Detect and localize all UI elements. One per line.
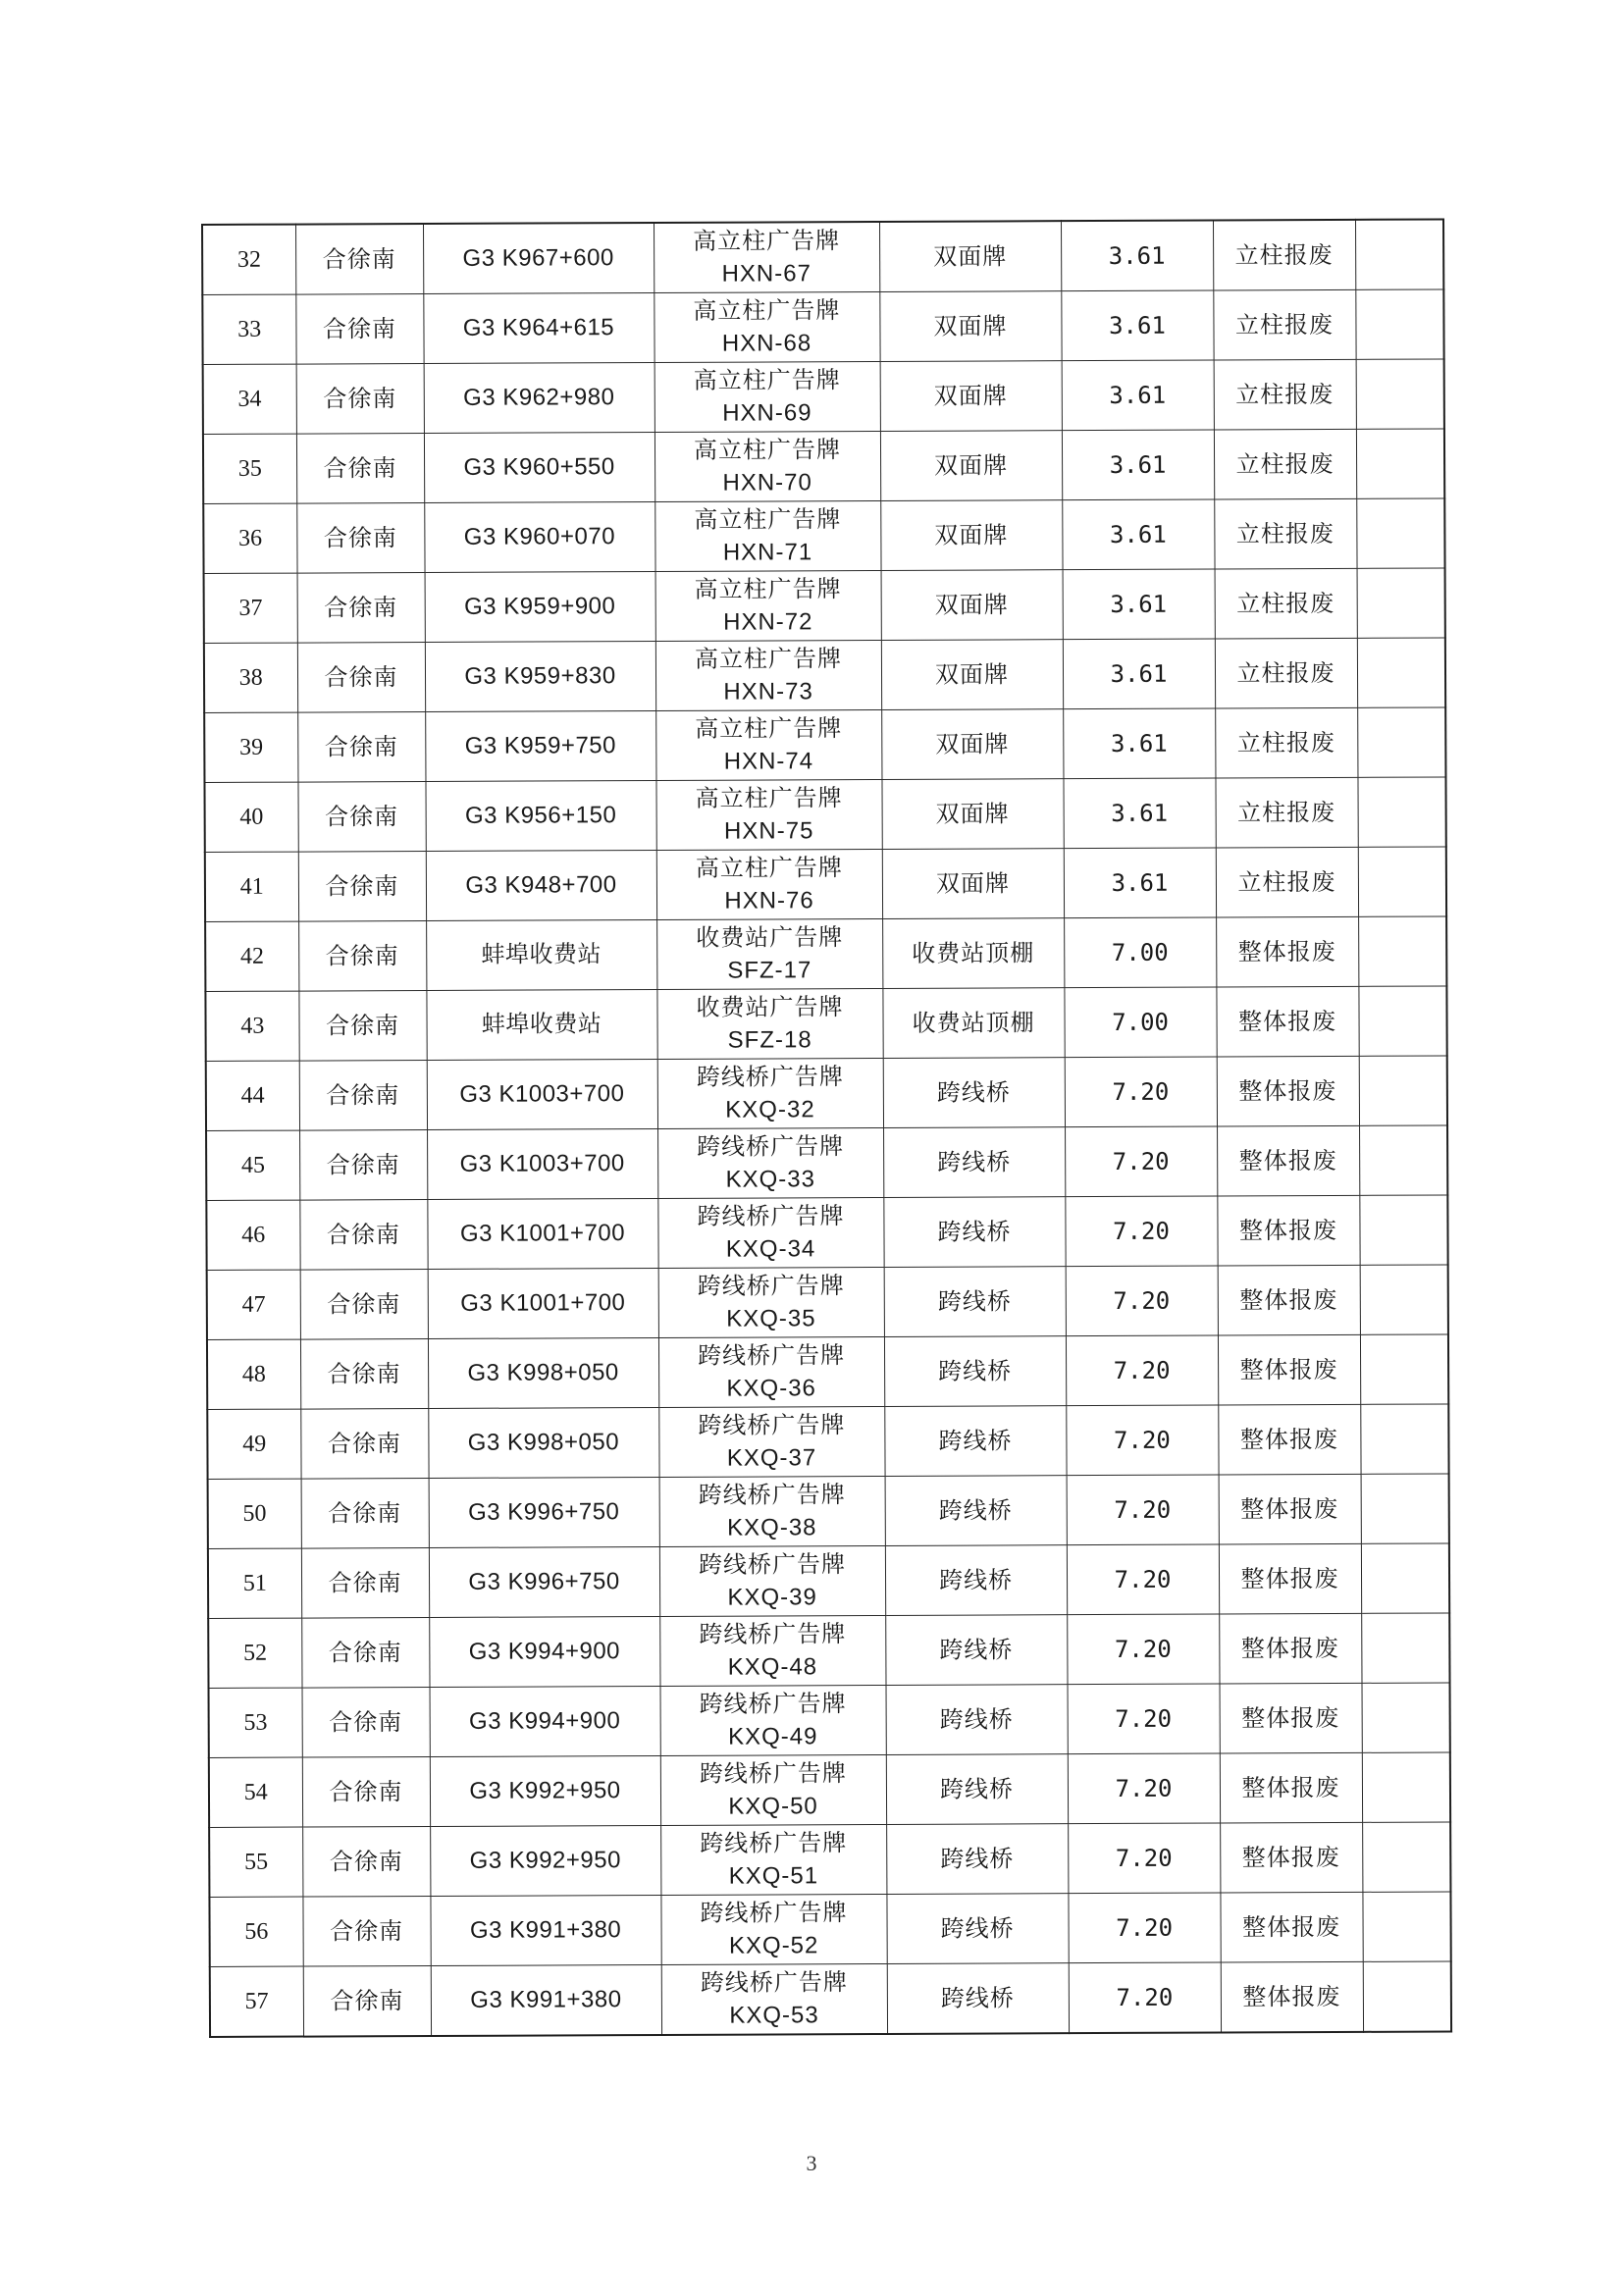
disposal-cell: 整体报废 [1221,1961,1363,2032]
blank-cell [1357,777,1445,847]
row-number-cell: 47 [207,1270,300,1339]
table-row [202,219,1443,294]
table-row [205,847,1446,922]
row-number-cell: 33 [202,294,295,364]
location-cell: G3 K996+750 [429,1477,659,1547]
table-row [204,777,1445,853]
billboard-type-text: 跨线桥广告牌 [698,1411,846,1439]
section-cell: 合徐南 [302,1826,430,1897]
disposal-cell: 整体报废 [1217,1125,1359,1196]
billboard-name-cell [657,1127,883,1198]
section-cell: 合徐南 [297,643,425,713]
disposal-cell: 整体报废 [1219,1543,1361,1614]
billboard-name-cell [660,1754,886,1825]
disposal-cell: 整体报废 [1217,1056,1359,1126]
billboard-type-text: 高立柱广告牌 [693,227,841,255]
location-cell: G3 K994+900 [430,1686,660,1756]
billboard-type-text: 跨线桥广告牌 [697,1132,845,1161]
billboard-type-text: 跨线桥广告牌 [697,1272,845,1300]
row-number-cell: 54 [209,1757,302,1827]
disposal-cell: 整体报废 [1218,1265,1360,1335]
section-cell: 合徐南 [295,294,423,365]
billboard-name-cell [659,1615,885,1686]
board-form-cell: 跨线桥 [886,1685,1068,1755]
disposal-cell: 整体报废 [1216,986,1358,1057]
billboard-type-text: 跨线桥广告牌 [698,1550,847,1579]
billboard-type-text: 高立柱广告牌 [694,645,843,673]
value-cell: 3.61 [1063,639,1215,709]
value-cell: 3.61 [1061,290,1213,361]
table-row [210,1961,1451,2037]
billboard-type-text: 高立柱广告牌 [694,575,842,603]
disposal-cell: 整体报废 [1217,1195,1359,1266]
location-cell: G3 K991+380 [430,1895,660,1965]
value-cell: 3.61 [1062,430,1214,500]
location-cell: G3 K959+830 [425,641,655,711]
billboard-code-text: HXN-69 [722,399,812,427]
table-row [203,498,1444,574]
row-number-cell: 41 [205,852,298,921]
billboard-name-cell [658,1336,884,1407]
disposal-cell: 立柱报废 [1215,707,1357,778]
row-number-cell: 48 [207,1339,300,1409]
location-cell: G3 K996+750 [429,1546,659,1617]
board-form-cell: 双面牌 [881,779,1063,850]
value-cell: 3.61 [1063,708,1215,779]
billboard-name-cell [658,1406,884,1477]
section-cell: 合徐南 [299,1200,427,1271]
blank-cell [1360,1265,1448,1334]
blank-cell [1355,289,1443,359]
section-cell: 合徐南 [303,1965,431,2036]
disposal-cell: 立柱报废 [1213,220,1355,290]
blank-cell [1356,429,1444,498]
billboard-code-text: KXQ-37 [726,1444,817,1472]
section-cell: 合徐南 [297,782,425,853]
board-form-cell: 收费站顶棚 [882,918,1064,989]
billboard-code-text: SFZ-18 [727,1026,812,1054]
table-row [208,1543,1449,1619]
value-cell: 7.20 [1066,1335,1218,1406]
row-number-cell: 49 [207,1409,300,1479]
section-cell: 合徐南 [298,991,426,1062]
value-cell: 7.20 [1066,1266,1218,1336]
value-cell: 7.20 [1067,1614,1219,1685]
table-row [203,359,1444,435]
board-form-cell: 跨线桥 [885,1615,1067,1686]
location-cell: G3 K1001+700 [428,1268,658,1338]
disposal-cell: 立柱报废 [1214,359,1356,430]
billboard-name-cell [654,431,880,501]
board-form-cell: 跨线桥 [884,1406,1066,1477]
disposal-cell: 立柱报废 [1215,638,1357,708]
location-cell: G3 K967+600 [423,223,654,294]
value-cell: 3.61 [1064,848,1216,918]
board-form-cell: 跨线桥 [884,1267,1066,1337]
value-cell: 7.20 [1065,1196,1217,1267]
page-number: 3 [806,2151,817,2175]
board-form-cell: 跨线桥 [884,1336,1066,1407]
section-cell: 合徐南 [301,1479,429,1549]
billboard-name-cell [659,1545,885,1616]
blank-cell [1359,1195,1447,1265]
row-number-cell: 37 [204,573,297,643]
board-form-cell: 双面牌 [880,500,1062,571]
value-cell: 3.61 [1062,499,1214,570]
blank-cell [1358,847,1446,916]
billboard-code-text: KXQ-51 [728,1862,819,1890]
table-row [208,1613,1449,1689]
table-row [204,568,1445,644]
value-cell: 7.00 [1064,987,1216,1058]
billboard-name-cell [657,1197,883,1268]
row-number-cell: 32 [202,225,295,295]
blank-cell [1362,1822,1450,1892]
table-row [209,1752,1450,1828]
board-form-cell: 跨线桥 [883,1127,1065,1198]
value-cell: 7.20 [1068,1823,1220,1894]
disposal-cell: 整体报废 [1219,1613,1361,1684]
blank-cell [1358,986,1446,1056]
billboard-type-text: 跨线桥广告牌 [697,1341,846,1370]
section-cell: 合徐南 [302,1896,430,1966]
table-row [204,638,1445,713]
billboard-type-text: 跨线桥广告牌 [699,1690,847,1718]
section-cell: 合徐南 [301,1618,429,1689]
billboard-name-cell [660,1824,886,1895]
disposal-cell: 整体报废 [1220,1892,1362,1962]
billboard-name-cell [657,1058,883,1128]
section-cell: 合徐南 [296,503,424,574]
table-row [202,289,1443,365]
row-number-cell: 34 [203,364,296,434]
location-cell: G3 K1003+700 [427,1128,657,1199]
billboard-type-text: 跨线桥广告牌 [697,1202,845,1230]
billboard-name-cell [654,291,879,362]
disposal-cell: 立柱报废 [1215,777,1357,848]
billboard-code-text: KXQ-52 [728,1932,819,1959]
value-cell: 3.61 [1063,778,1215,849]
document-sheet [201,218,1450,2038]
row-number-cell: 45 [206,1130,299,1200]
billboard-code-text: KXQ-36 [726,1375,816,1402]
billboard-code-text: HXN-73 [723,678,813,705]
board-form-cell: 双面牌 [880,361,1062,432]
location-cell: 蚌埠收费站 [426,919,656,990]
table-row [207,1265,1448,1340]
section-cell: 合徐南 [302,1756,430,1827]
billboard-code-text: KXQ-34 [725,1235,816,1263]
billboard-code-text: KXQ-38 [727,1514,817,1541]
disposal-cell: 立柱报废 [1214,498,1356,569]
board-form-cell: 收费站顶棚 [882,988,1064,1059]
value-cell: 7.20 [1069,1962,1221,2033]
section-cell: 合徐南 [300,1339,428,1410]
billboard-type-text: 跨线桥广告牌 [700,1899,848,1927]
billboard-code-text: KXQ-32 [725,1096,815,1123]
disposal-cell: 立柱报废 [1216,847,1358,917]
row-number-cell: 57 [210,1966,303,2037]
billboard-name-cell [655,709,881,780]
location-cell: G3 K992+950 [430,1755,660,1826]
disposal-cell: 整体报废 [1218,1334,1360,1405]
table-row [207,1334,1448,1410]
value-cell: 7.20 [1065,1057,1217,1127]
location-cell: G3 K959+900 [425,571,655,642]
section-cell: 合徐南 [296,364,424,435]
board-form-cell: 双面牌 [881,570,1063,641]
blank-cell [1355,219,1443,289]
billboard-name-cell [661,1963,887,2035]
location-cell: G3 K964+615 [423,292,654,363]
billboard-type-text: 跨线桥广告牌 [700,1968,848,1997]
table-row [207,1404,1448,1480]
row-number-cell: 42 [205,921,298,991]
value-cell: 7.20 [1068,1893,1220,1963]
blank-cell [1360,1334,1448,1404]
billboard-table [201,218,1452,2038]
table-row [203,429,1444,504]
table-row [206,1056,1447,1131]
location-cell: G3 K948+700 [426,850,656,920]
billboard-code-text: HXN-75 [723,817,814,845]
billboard-name-cell [656,918,882,989]
billboard-code-text: HXN-74 [723,748,814,775]
billboard-name-cell [659,1476,885,1546]
blank-cell [1361,1474,1449,1543]
location-cell: G3 K1003+700 [427,1059,657,1129]
billboard-type-text: 跨线桥广告牌 [699,1759,847,1788]
blank-cell [1361,1613,1449,1683]
blank-cell [1357,568,1445,638]
location-cell: G3 K994+900 [429,1616,659,1687]
billboard-type-text: 跨线桥广告牌 [700,1829,848,1857]
billboard-name-cell [660,1685,886,1755]
blank-cell [1356,359,1444,429]
row-number-cell: 35 [203,434,296,503]
billboard-type-text: 高立柱广告牌 [695,714,843,743]
billboard-type-text: 高立柱广告牌 [693,366,841,394]
billboard-type-text: 收费站广告牌 [696,993,844,1021]
table-row [206,1125,1447,1201]
board-form-cell: 跨线桥 [883,1058,1065,1128]
billboard-name-cell [660,1894,886,1964]
location-cell: G3 K1001+700 [427,1198,657,1269]
blank-cell [1360,1404,1448,1474]
section-cell: 合徐南 [298,921,426,992]
section-cell: 合徐南 [301,1548,429,1619]
table-row [206,1195,1447,1271]
value-cell: 7.00 [1064,917,1216,988]
billboard-type-text: 收费站广告牌 [696,923,844,952]
value-cell: 7.20 [1067,1475,1219,1545]
billboard-name-cell [656,988,882,1059]
location-cell: G3 K998+050 [428,1407,658,1478]
billboard-code-text: SFZ-17 [727,957,812,984]
location-cell: G3 K998+050 [428,1337,658,1408]
billboard-type-text: 跨线桥广告牌 [696,1063,844,1091]
table-row [204,707,1445,783]
table-body [202,219,1451,2037]
disposal-cell: 整体报废 [1220,1822,1362,1893]
table-row [205,916,1446,992]
board-form-cell: 跨线桥 [883,1197,1065,1268]
location-cell: 蚌埠收费站 [426,989,656,1060]
value-cell: 3.61 [1061,221,1213,291]
value-cell: 7.20 [1067,1544,1219,1615]
row-number-cell: 55 [209,1827,302,1897]
location-cell: G3 K991+380 [431,1964,661,2036]
row-number-cell: 40 [204,782,297,852]
board-form-cell: 跨线桥 [886,1824,1068,1895]
billboard-code-text: HXN-72 [723,608,813,636]
section-cell: 合徐南 [299,1061,427,1131]
billboard-code-text: KXQ-53 [729,2002,819,2029]
row-number-cell: 53 [209,1688,302,1757]
value-cell: 7.20 [1068,1753,1220,1824]
billboard-code-text: KXQ-50 [728,1793,818,1820]
table-row [205,986,1446,1062]
row-number-cell: 44 [206,1061,299,1130]
blank-cell [1357,638,1445,707]
section-cell: 合徐南 [298,852,426,922]
value-cell: 3.61 [1062,360,1214,431]
billboard-code-text: KXQ-35 [726,1305,816,1332]
disposal-cell: 整体报废 [1220,1683,1362,1753]
section-cell: 合徐南 [300,1270,428,1340]
billboard-type-text: 高立柱广告牌 [694,505,842,534]
location-cell: G3 K960+550 [424,432,654,502]
billboard-type-text: 高立柱广告牌 [695,854,843,882]
blank-cell [1362,1752,1450,1822]
row-number-cell: 39 [204,712,297,782]
row-number-cell: 51 [208,1548,301,1618]
billboard-name-cell [654,500,880,571]
billboard-code-text: KXQ-39 [727,1584,817,1611]
row-number-cell: 46 [206,1200,299,1270]
row-number-cell: 36 [203,503,296,573]
board-form-cell: 双面牌 [881,709,1063,780]
blank-cell [1361,1543,1449,1613]
section-cell: 合徐南 [297,573,425,644]
section-cell: 合徐南 [297,712,425,783]
blank-cell [1362,1892,1450,1961]
billboard-type-text: 高立柱广告牌 [693,436,842,464]
row-number-cell: 43 [205,991,298,1061]
billboard-type-text: 跨线桥广告牌 [699,1620,847,1648]
billboard-name-cell [655,779,881,850]
billboard-code-text: HXN-68 [721,330,812,357]
board-form-cell: 双面牌 [882,849,1064,919]
billboard-name-cell [654,222,879,293]
disposal-cell: 立柱报废 [1214,429,1356,499]
board-form-cell: 跨线桥 [886,1754,1068,1825]
disposal-cell: 整体报废 [1220,1752,1362,1823]
table-row [209,1892,1450,1967]
location-cell: G3 K956+150 [425,780,655,851]
board-form-cell: 跨线桥 [886,1894,1068,1964]
board-form-cell: 双面牌 [881,640,1063,710]
location-cell: G3 K962+980 [424,362,654,433]
blank-cell [1359,1056,1447,1125]
billboard-name-cell [656,849,882,919]
section-cell: 合徐南 [299,1130,427,1201]
value-cell: 7.20 [1065,1126,1217,1197]
billboard-code-text: HXN-70 [722,469,812,496]
row-number-cell: 50 [208,1479,301,1548]
section-cell: 合徐南 [300,1409,428,1480]
board-form-cell: 跨线桥 [885,1476,1067,1546]
billboard-code-text: KXQ-49 [727,1723,818,1750]
disposal-cell: 立柱报废 [1215,568,1357,639]
board-form-cell: 双面牌 [879,291,1061,362]
billboard-name-cell [655,570,881,641]
billboard-name-cell [658,1267,884,1337]
billboard-type-text: 高立柱广告牌 [693,296,841,325]
disposal-cell: 整体报废 [1218,1404,1360,1475]
billboard-code-text: KXQ-33 [725,1166,816,1193]
table-row [209,1683,1450,1758]
row-number-cell: 38 [204,643,297,712]
billboard-type-text: 跨线桥广告牌 [698,1481,846,1509]
section-cell: 合徐南 [296,434,424,504]
billboard-code-text: HXN-71 [722,539,813,566]
disposal-cell: 立柱报废 [1213,289,1355,360]
blank-cell [1363,1961,1451,2032]
value-cell: 3.61 [1063,569,1215,640]
blank-cell [1356,498,1444,568]
row-number-cell: 56 [209,1897,302,1966]
billboard-code-text: KXQ-48 [727,1653,818,1681]
value-cell: 7.20 [1066,1405,1218,1476]
disposal-cell: 整体报废 [1216,916,1358,987]
disposal-cell: 整体报废 [1219,1474,1361,1544]
location-cell: G3 K959+750 [425,710,655,781]
section-cell: 合徐南 [302,1687,430,1757]
blank-cell [1358,916,1446,986]
board-form-cell: 跨线桥 [885,1545,1067,1616]
billboard-type-text: 高立柱广告牌 [695,784,843,812]
blank-cell [1357,707,1445,777]
location-cell: G3 K992+950 [430,1825,660,1896]
blank-cell [1359,1125,1447,1195]
billboard-name-cell [655,640,881,710]
table-row [209,1822,1450,1898]
value-cell: 7.20 [1068,1684,1220,1754]
billboard-code-text: HXN-67 [721,260,812,287]
billboard-code-text: HXN-76 [724,887,814,914]
row-number-cell: 52 [208,1618,301,1688]
section-cell: 合徐南 [295,224,423,294]
table-row [208,1474,1449,1549]
location-cell: G3 K960+070 [424,501,654,572]
billboard-name-cell [654,361,880,432]
board-form-cell: 跨线桥 [887,1963,1069,2034]
board-form-cell: 双面牌 [879,221,1061,291]
board-form-cell: 双面牌 [880,431,1062,501]
blank-cell [1362,1683,1450,1752]
